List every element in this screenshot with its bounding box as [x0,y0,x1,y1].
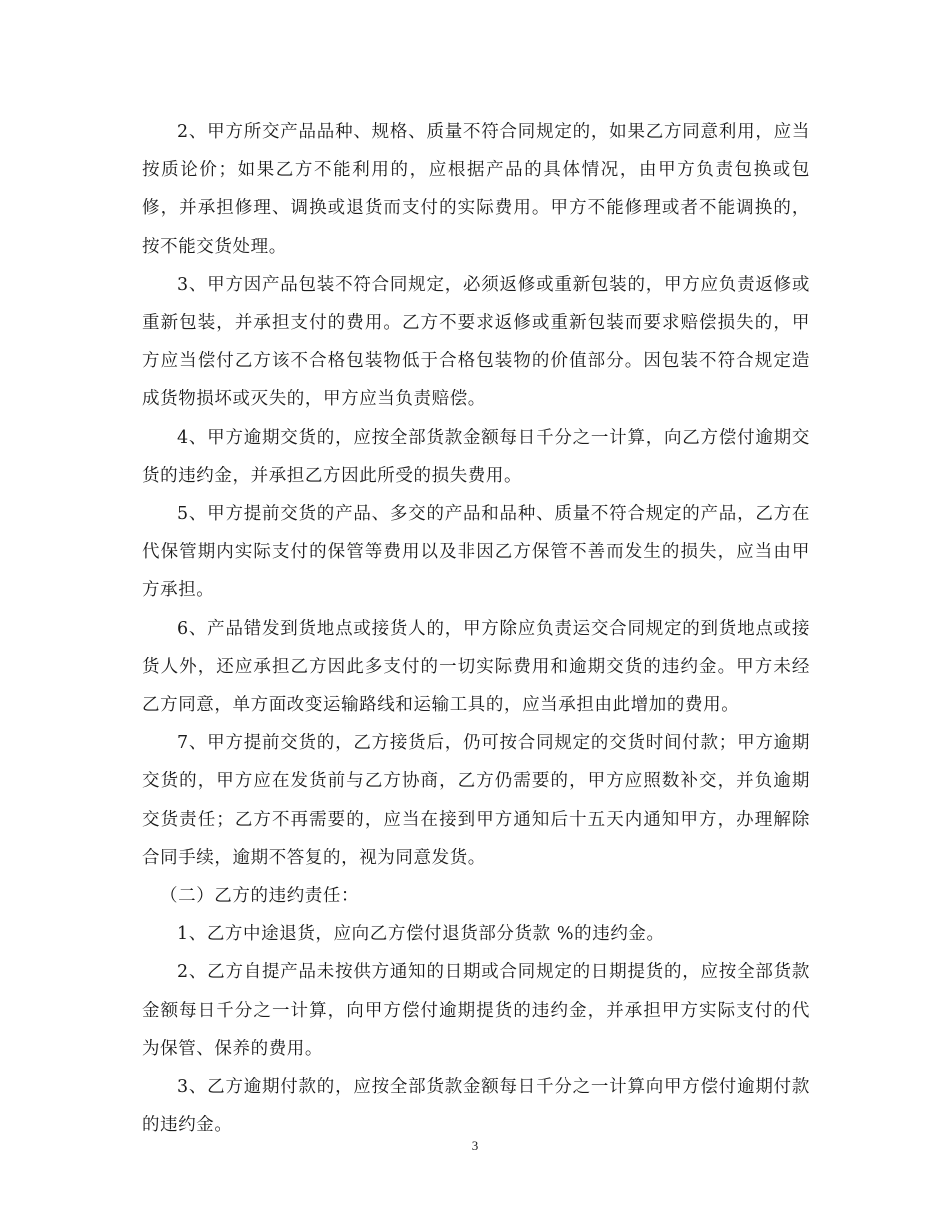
paragraph-party-b-clause-1: 1、乙方中途退货，应向乙方偿付退货部分货款 %的违约金。 [177,924,665,945]
paragraph-clause-2: 2、甲方所交产品品种、规格、质量不符合同规定的，如果乙方同意利用，应当按质论价；如果乙方不能利用的，应根据产品的具体情况，由甲方负责包换或包修，并承担修理、调换或退货而支付的实际费用。甲方不能修理或者不能调换的，按不能交货处理。 [142,122,810,257]
page-number: 3 [471,1138,479,1153]
paragraph-party-b-clause-2: 2、乙方自提产品未按供方通知的日期或合同规定的日期提货的，应按全部货款金额每日千分之一计算，向甲方偿付逾期提货的违约金，并承担甲方实际支付的代为保管、保养的费用。 [142,962,810,1059]
paragraph-party-b-clause-3: 3、乙方逾期付款的，应按全部货款金额每日千分之一计算向甲方偿付逾期付款的违约金。 [142,1077,810,1136]
document-body [142,113,810,1144]
section-heading-party-b: （二）乙方的违约责任： [160,886,360,907]
paragraph-clause-3: 3、甲方因产品包装不符合同规定，必须返修或重新包装的，甲方应负责返修或重新包装，并承担支付的费用。乙方不要求返修或重新包装而要求赔偿损失的，甲方应当偿付乙方该不合格包装物低于合格包装物的价值部分。因包装不符合规定造成货物损坏或灭失的，甲方应当负责赔偿。 [142,274,810,410]
paragraph-clause-7: 7、甲方提前交货的，乙方接货后，仍可按合同规定的交货时间付款；甲方逾期交货的，甲方应在发货前与乙方协商，乙方仍需要的，甲方应照数补交，并负逾期交货责任；乙方不再需要的，应当在接到甲方通知后十五天内通知甲方，办理解除合同手续，逾期不答复的，视为同意发货。 [142,733,810,868]
paragraph-clause-5: 5、甲方提前交货的产品、多交的产品和品种、质量不符合规定的产品，乙方在代保管期内实际支付的保管等费用以及非因乙方保管不善而发生的损失，应当由甲方承担。 [142,504,810,601]
paragraph-clause-6: 6、产品错发到货地点或接货人的，甲方除应负责运交合同规定的到货地点或接货人外，还应承担乙方因此多支付的一切实际费用和逾期交货的违约金。甲方未经乙方同意，单方面改变运输路线和运输工具的，应当承担由此增加的费用。 [142,618,810,716]
paragraph-clause-4: 4、甲方逾期交货的，应按全部货款金额每日千分之一计算，向乙方偿付逾期交货的违约金，并承担乙方因此所受的损失费用。 [142,427,810,486]
